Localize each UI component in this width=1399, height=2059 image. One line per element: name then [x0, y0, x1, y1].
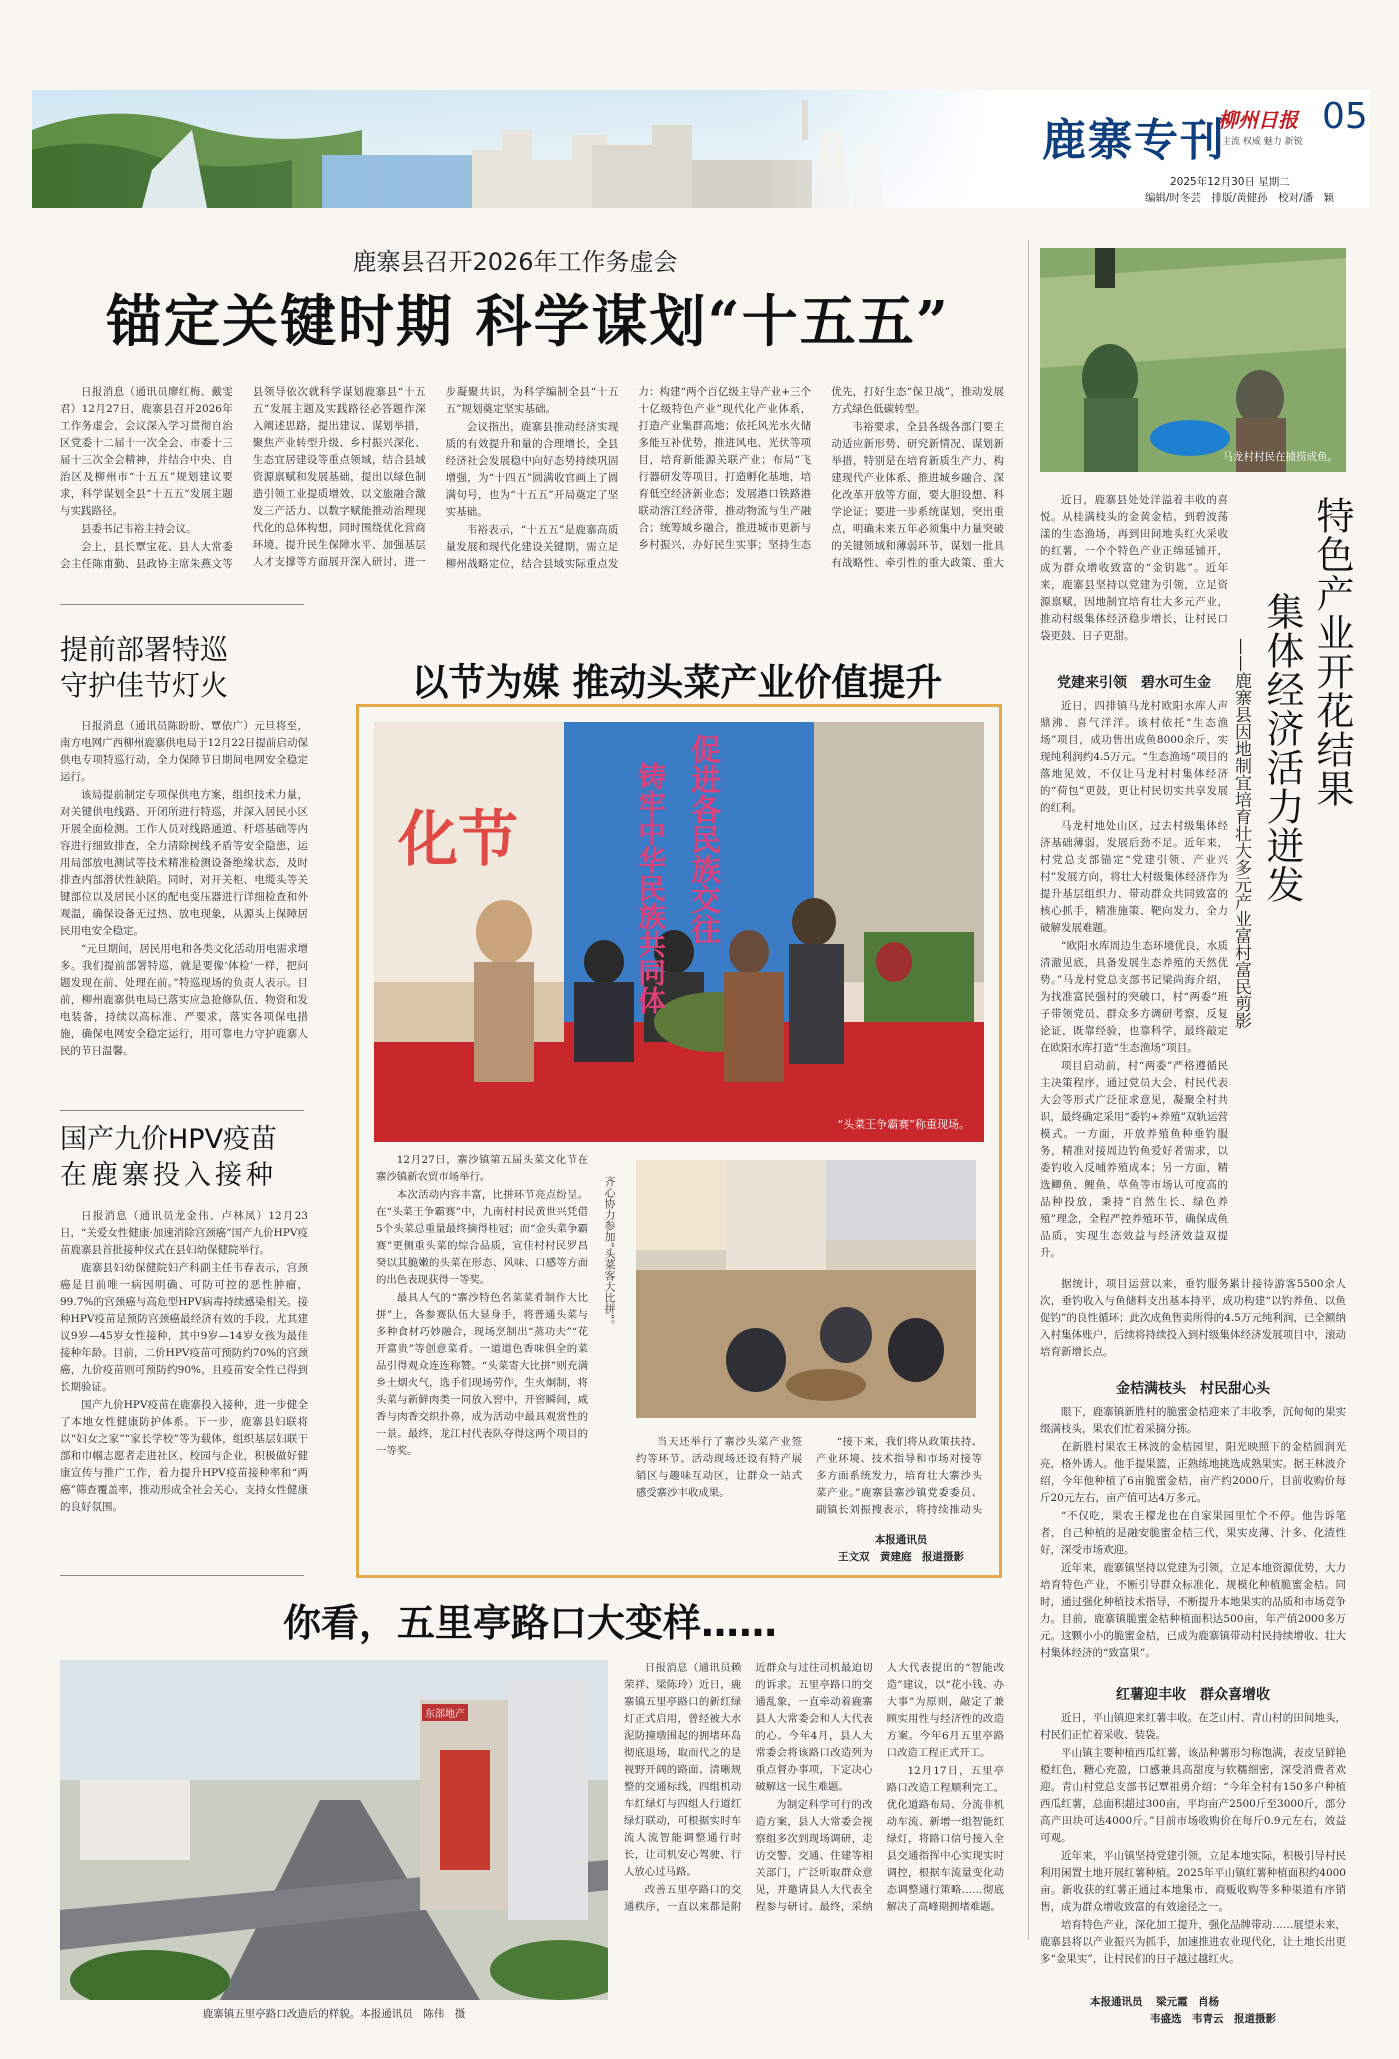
article6-byline-names2: 韦盛选 韦青云 报道摄影: [1150, 2013, 1276, 2025]
divider: [60, 1575, 304, 1576]
section3-para: 近年来，平山镇坚持党建引领，立足本地实际，积极引导村民利用闲置土地开展红薯种植。2025年平山镇红薯种植面积约4000亩。新收获的红薯正通过本地集市、商贩收购等多种渠道有序销售，成为群众增收致富的有效途径之一。: [1040, 1850, 1346, 1913]
side-caption: 齐心协力参加“头菜客大比拼”。: [603, 1176, 616, 1331]
article4-body: [376, 1152, 588, 1564]
festival-photo-caption: “头菜王争霸赛”称重现场。: [837, 1118, 970, 1131]
article2-body: [60, 718, 308, 1088]
masthead: [32, 90, 1370, 208]
article5-headline: 你看，五里亭路口大变样……: [282, 1601, 777, 1645]
paper-logo: 柳州日报: [1218, 108, 1298, 132]
article5-para: 改善五里亭路口的交通秩序，一直以来都是附近群众与过往司机最迫切的诉求。五里亭路口的交通乱象，一直牵动着鹿寨县人大常委会和人大代表的心。今年4月，县人大常委会将该路口改造列为重点督办事项，下定决心破解这一民生难题。: [624, 1662, 873, 1913]
article2-headline-line: 提前部署特巡: [60, 633, 229, 666]
article5-para: 日报消息（通讯员赖荣祥、梁陈玲）近日，鹿寨镇五里亭路口的新红绿灯正式启用，曾经被大水泥防撞墩围起的拥堵环岛彻底退场，取而代之的是视野开阔的路面、清晰规整的交通标线，四组机动车红绿灯与四组人行道红绿灯联动，可根据实时车流人流智能调整通行时长，让司机安心驾驶、行人放心过马路。: [624, 1662, 742, 1878]
article5-para: 12月17日，五里亭路口改造工程顺利完工。优化道路布局、分流非机动车流、新增一组智能红绿灯，将路口信号接入全县交通指挥中心实现实时调控，根据车流量变化动态调整通行策略……彻底解决了高峰期拥堵难题。: [886, 1765, 1004, 1913]
article6-intro-text: 近日，鹿寨县处处洋溢着丰收的喜悦。从桂满枝头的金黄金桔，到碧波荡漾的生态渔场，再到田间地头红火采收的红薯，一个个特色产业正绵延铺开，成为群众增收致富的“金钥匙”。近年来，鹿寨县坚持以党建为引领，立足资源禀赋，因地制宜培育壮大多元产业，推动村级集体经济稳步增长，让村民口袋更鼓、日子更甜。: [1040, 494, 1228, 642]
festival-backdrop-text: 化节: [398, 805, 518, 875]
farmers-photo: [636, 1160, 976, 1418]
article3-headline-line: 在鹿寨投入接种: [60, 1160, 277, 1191]
article4-byline-names: 王文双 黄建庭 报道摄影: [838, 1551, 964, 1563]
issue-date: 2025年12月30日 星期二: [1170, 176, 1290, 188]
road-photo: [60, 1660, 608, 2000]
editor-credits: 编辑/时冬芸 排版/黄健孙 校对/潘 颖: [1145, 192, 1335, 204]
article4-headline: 以节为媒 推动头菜产业价值提升: [411, 661, 943, 704]
article4-byline-label: 本报通讯员: [874, 1534, 928, 1546]
article6-section3: [1040, 1710, 1346, 1986]
article1-para: 会议指出，鹿寨县推动经济实现质的有效提升和量的合理增长，全县经济社会发展稳中向好态势持续巩固增强，为“十四五”圆满收官画上了圆满句号，也为“十五五”开局奠定了坚实基础。: [445, 421, 619, 518]
section1-para: 马龙村地处山区，过去村级集体经济基础薄弱，发展后劲不足。近年来，村党总支部锚定“党建引领、产业兴村”发展方向，将壮大村级集体经济作为提升基层组织力、带动群众共同致富的核心抓手，精准施策、靶向发力，全力破解发展难题。: [1040, 820, 1228, 934]
article1-headline: 锚定关键时期 科学谋划“十五五”: [106, 289, 950, 355]
article1-kicker: 鹿寨县召开2026年工作务虚会: [352, 248, 678, 276]
article1-para: 日报消息（通讯员廖红梅、戴雯君）12月27日，鹿寨县召开2026年工作务虚会，会议深入学习贯彻自治区党委十二届十一次全会、市委十三届十三次全会精神，并结合中央、自治区及柳州市“十五五”规划建议要求，科学谋划全县“十五五”发展主题与实践路径。: [60, 386, 233, 517]
section2-para: 近年来，鹿寨镇坚持以党建为引领，立足本地资源优势，大力培育特色产业，不断引导群众标准化、规模化种植脆蜜金桔。同时，通过强化种植技术指导，不断提升本地果实的品质和市场竞争力。目前，鹿寨镇脆蜜金桔种植面积达500亩，年产值2000多万元。这颗小小的脆蜜金桔，已成为鹿寨镇带动村民持续增收、壮大村集体经济的“致富果”。: [1040, 1562, 1346, 1659]
section3-para: 培育特色产业，深化加工提升，强化品牌带动……展望未来，鹿寨县将以产业振兴为抓手，加速推进农业现代化，让土地长出更多“金果实”，让村民们的日子越过越红火。: [1040, 1919, 1346, 1965]
paper-slogan: 主流 权威 魅力 新锐: [1222, 137, 1303, 147]
article4-body-right: [636, 1434, 982, 1534]
section1-title: 党建来引领 碧水可生金: [1057, 675, 1211, 691]
article1-para: 县委书记韦裕主持会议。: [81, 523, 197, 535]
article4-para: 最具人气的“寨沙特色名菜菜肴制作大比拼”上，各参赛队伍大显身手，将普通头菜与多种食材巧妙融合，现场烹制出“蒸功夫”“花开富贵”等创意菜肴。一道道色香味俱全的菜品引得观众连连称赞。“头菜寄大比拼”则充满乡土烟火气，选手们现场劳作，生火炯制，将头菜与新鲜肉类一同放入窖中，开窖瞬间，咸香与肉香交织扑鼻，成为活动中最具观赏性的一景。最终，龙江村代表队夺得这两个项目的一等奖。: [376, 1292, 588, 1457]
road-photo-sign: 东部地产: [422, 1704, 468, 1721]
section3-title: 红薯迎丰收 群众喜增收: [1116, 1687, 1270, 1703]
article2-para: 该局提前制定专项保供电方案，组织技术力量，对关键供电线路、开闭所进行特巡，并深入居民小区开展全面检测。工作人员对线路通道、杆塔基础等内容进行细致排查，全力清除树线矛盾等安全隐患，运用局部放电测试等技术精准检测设备绝缘状态，及时排查内部潜伏性缺陷。同时，对开关柜、电缆头等关键部位以及居民小区的配电变压器进行详细检查和外观温，确保设备无过热、放电现象，从源头上保障居民用电安全稳定。: [60, 789, 308, 937]
festival-photo: [374, 722, 984, 1142]
article6-subheadline: ——鹿寨县因地制宜培育壮大多元产业富村富民剪影: [1231, 638, 1251, 1029]
article2-para: 日报消息（通讯员陈盼盼、覃依广）元旦将至，南方电网广西柳州鹿寨供电局于12月22日提前启动保供电专项特巡行动，全力保障节日期间电网安全稳定运行。: [60, 720, 308, 783]
article4-para: 本次活动内容丰富，比拼环节亮点纷呈。在“头菜王争霸赛”中，九南村村民黄世兴凭借5个头菜总重量最终摘得桂冠；而“金头菜争霸赛”更侧重头菜的综合品质，宣佳村村民罗昌癸以其脆嫩的头菜在形态、风味、口感等方面的出色表现获得一等奖。: [376, 1189, 588, 1286]
festival-banner-line1: 促进各民族交往: [685, 734, 720, 944]
road-photo-caption: 鹿寨镇五里亭路口改造后的样貌。本报通讯员 陈伟 摄: [202, 2008, 466, 2020]
section3-para: 平山镇主要种植西瓜红薯，该品种薯形匀称饱满，表皮呈鲜艳橙红色，糖心充盈，口感兼具高甜度与软糯细密，深受消费者欢迎。青山村党总支部书记覃祖勇介绍：“今年全村有150多户种植西瓜红薯，总面积超过300亩，平均亩产2500斤至3000斤，部分高产田块可达4000斤。”目前市场收购价在每斤0.9元左右，效益可观。: [1040, 1747, 1346, 1844]
divider: [60, 604, 304, 605]
article5-body: [624, 1660, 1004, 2032]
article3-body: [60, 1208, 308, 1548]
road-photo-image: [60, 1660, 608, 2000]
fishing-photo: [1040, 248, 1346, 472]
article1-para: 会上，县长覃宝花、县人大常委会主任陈甫勤、县政协主席朱燕文等县领导依次就科学谋划鹿寨县“十五五”发展主题及实践路径必答题作深入阐述思路，提出建议、谋划举措，聚焦产业转型升级、乡村振兴深化、生态宜居建设等重点领域，结合县域资源禀赋和发展基础，提出以绿色制造引领工业提质增效、以文旅融合激发三产活力、以数字赋能推动治理现代化的总体构想，同时围绕优化营商环境、提升民生保障水平、加强基层人才支撑等方面展开深入研讨，进一步凝聚共识，为科学编制全县“十五五”规划奠定坚实基础。: [60, 386, 619, 570]
divider: [1028, 240, 1029, 1940]
article6-byline-names1: 梁元霞 肖杨: [1156, 1996, 1220, 2008]
article1-para: 韦裕表示，“十五五”是鹿寨高质量发展和现代化建设关键期，需立足柳州战略定位，结合县域实际重点发力：构建“两个百亿级主导产业+三个十亿级特色产业”现代化产业体系，打造产业集群高地；依托风光水火储多能互补优势，推进风电、光伏等项目，培育新能源关联产业；布局“飞行器研发等项目，打造孵化基地，培育低空经济新业态；发展港口铁路港联动溶江经济带，推动物流与生产融合；统筹域乡融合，推进城市更新与乡村振兴，办好民生实事；坚持生态优先，打好生态“保卫战”，推动发展方式绿色低碳转型。: [445, 386, 1004, 570]
article3-headline-line: 国产九价HPV疫苗: [60, 1124, 278, 1155]
article3-para: 鹿寨县妇幼保健院妇产科副主任韦春表示，宫颈癌是目前唯一病因明确、可防可控的恶性肿瘤，99.7%的宫颈癌与高危型HPV病毒持续感染相关。接种HPV疫苗是预防宫颈癌最经济有效的手段，尤其建议9岁—45岁女性接种，其中9岁—14岁女孩为最佳接种年龄。目前，二价HPV疫苗可预防约70%的宫颈癌，九价疫苗则可预防约90%，且疫苗安全性已得到长期验证。: [60, 1262, 308, 1393]
article3-para: 国产九价HPV疫苗在鹿寨投入接种，进一步健全了本地女性健康防护体系。下一步，鹿寨县妇联将以“妇女之家”“家长学校”等为载体，组织基层妇联干部和巾帼志愿者走进社区、校园与企业，积极做好健康宣传与推广工作，着力提升HPV疫苗接种率和“两癌”筛查覆盖率，推动形成全社会关心、支持女性健康的良好氛围。: [60, 1399, 308, 1513]
article6-byline: [1090, 1994, 1346, 2028]
section2-title: 金桔满枝头 村民甜心头: [1116, 1381, 1270, 1397]
section1-para: 据统计，项目运营以来，垂钓服务累计接待游客5500余人次，垂钓收入与鱼储料支出基本持平，成功构建“以钓养鱼、以鱼促钓”的良性循环；此次成鱼售卖所得的4.5万元纯利润，已全额纳入村集体账户，后续将持续投入到村级集体经济发展项目中，滚动培育新增长点。: [1040, 1278, 1346, 1358]
article2-headline: [60, 632, 310, 704]
article6-section1-top: [1040, 698, 1228, 1270]
section3-para: 近日，平山镇迎来红薯丰收。在芝山村、青山村的田间地头，村民们正忙着采收、装袋。: [1040, 1712, 1346, 1741]
article3-para: 日报消息（通讯员龙金伟、卢林凤）12月23日，“关爱女性健康·加速消除宫颈癌”国产九价HPV疫苗鹿寨县首批接种仪式在县妇幼保健院举行。: [60, 1210, 308, 1256]
section2-para: “不仅吃，果农王檬龙也在自家果园里忙个不停。他告诉笔者，自己种植的是融安脆蜜金桔三代，果实皮薄、汁多、化渣性好，深受市场欢迎。: [1040, 1510, 1346, 1556]
page-number: 05: [1322, 96, 1368, 137]
article2-para: “元旦期间，居民用电和各类文化活动用电需求增多。我们提前部署特巡，就是要像‘体检’一样，把问题发现在前、处理在前。”特巡现场的负责人表示。目前，柳州鹿寨供电局已落实应急抢修队伍、物资和发电装备，持续以高标准、严要求，落实各项保电措施，确保电网安全稳定运行，用可靠电力守护鹿寨人民的节日温馨。: [60, 943, 308, 1057]
article6-intro: [1040, 492, 1228, 664]
section2-para: 眼下，鹿寨镇新胜村的脆蜜金桔迎来了丰收季，沉甸甸的果实缀满枝头，果农们忙着采摘分拣。: [1040, 1406, 1346, 1435]
festival-photo-image: [374, 722, 984, 1142]
article4-para: 12月27日，寨沙镇第五届头菜文化节在寨沙镇新农贸市场举行。: [376, 1154, 588, 1183]
article1-para: 韦裕要求，全县各级各部门要主动适应新形势、研究新情况、谋划新举措，特别是在培育新质生产力、构建现代产业体系、推进城乡融合、深化改革开放等方面，要大胆设想、科学论证；要进一步系统谋划，突出重点，明确未来五年必须集中力量突破的关键领域和薄弱环节，谋划一批具有战略性、牵引性的重大政策、重大: [831, 421, 1004, 569]
article4-byline: [816, 1532, 986, 1566]
article6-section1-bottom: [1040, 1276, 1346, 1368]
section1-para: “欧阳水库周边生态环境优良，水质清澈见底，具备发展生态养殖的天然优势。”马龙村党总支部书记梁尚海介绍，为找准富民强村的突破口，村“两委”班子带领党员、群众多方调研考察，反复论证，既靠经验，也靠科学，最终敲定在欧阳水库打造“生态渔场”项目。: [1040, 940, 1228, 1054]
fishing-photo-image: [1040, 248, 1346, 472]
article4-para: 当天还举行了寨沙头菜产业签约等环节。活动现场还设有特产展销区与趣味互动区，让群众一站式感受寨沙丰收成果。: [636, 1436, 802, 1499]
section1-para: 项目启动前，村“两委”严格遵循民主决策程序，通过党员大会、村民代表大会等形式广泛征求意见，凝聚全村共识，最终确定采用“委钓+养殖”双轨运营模式。一方面，开放养殖鱼种垂钓服务，精准对接周边钓鱼爱好者需求，以委钓收入反哺养殖成本；另一方面，精选鲫鱼、鲤鱼、草鱼等市场认可度高的品种投放，秉持“自然生长、绿色养殖”理念，全程严控养殖环节，确保成鱼品质，实现生态效益与经济效益双提升。: [1040, 1060, 1228, 1259]
fishing-photo-caption: 马龙村村民在捕捞成鱼。: [1222, 451, 1338, 463]
section1-para: 近日，四排镇马龙村欧阳水库人声鼎沸、喜气洋洋。该村依托“生态渔场”项目，成功售出成鱼8000余斤，实现纯利润约4.5万元。“生态渔场”项目的落地见效，不仅让马龙村村集体经济的“荷包”更鼓，更让村民切实共享发展的红利。: [1040, 700, 1228, 814]
article6-byline-row1: [1090, 1994, 1346, 2011]
article6-headline-line: 集体经济活力迸发: [1260, 592, 1304, 904]
article6-headline: [1250, 496, 1354, 1216]
article1-body: [60, 384, 1004, 584]
article2-headline-line: 守护佳节灯火: [60, 669, 229, 702]
article6-section2: [1040, 1404, 1346, 1676]
column-name: 鹿寨专刊: [1042, 115, 1226, 166]
article6-byline-label: 本报通讯员: [1090, 1996, 1143, 2008]
article5-para: 为制定科学可行的改造方案，县人大常委会视察组多次到现场调研，走访交警、交通、住建等相关部门，广泛听取群众意见，并邀请县人大代表全程参与研讨。最终，采纳人大代表提出的“智能改造”建议，以“花小钱、办大事”为原则，敲定了兼顾实用性与经济性的改造方案。今年6月五里亭路口改造工程正式开工。: [755, 1662, 1004, 1913]
farmers-photo-image: [636, 1160, 976, 1418]
article6-headline-line: 特色产业开花结果: [1310, 496, 1354, 808]
divider: [60, 1110, 304, 1111]
article3-headline: [60, 1122, 310, 1194]
article4-para: “接下来，我们将从政策扶持、产业环境、技术指导和市场对接等多方面系统发力，培育壮大寨沙头菜产业。”鹿寨县寨沙镇党委委员、副镇长刘振搜表示，将持续推动头: [816, 1436, 982, 1516]
festival-banner-line2: 铸牢中华民族共同体: [634, 762, 667, 1014]
section2-para: 在新胜村果农王林波的金桔园里，阳光映照下的金桔圆润光亮，格外诱人。他手提果篮，正熟练地挑选成熟果实。据王林波介绍，今年他种植了6亩脆蜜金桔，亩产约2000斤，目前收购价每斤20元左右，亩产值可达4万多元。: [1040, 1441, 1346, 1504]
